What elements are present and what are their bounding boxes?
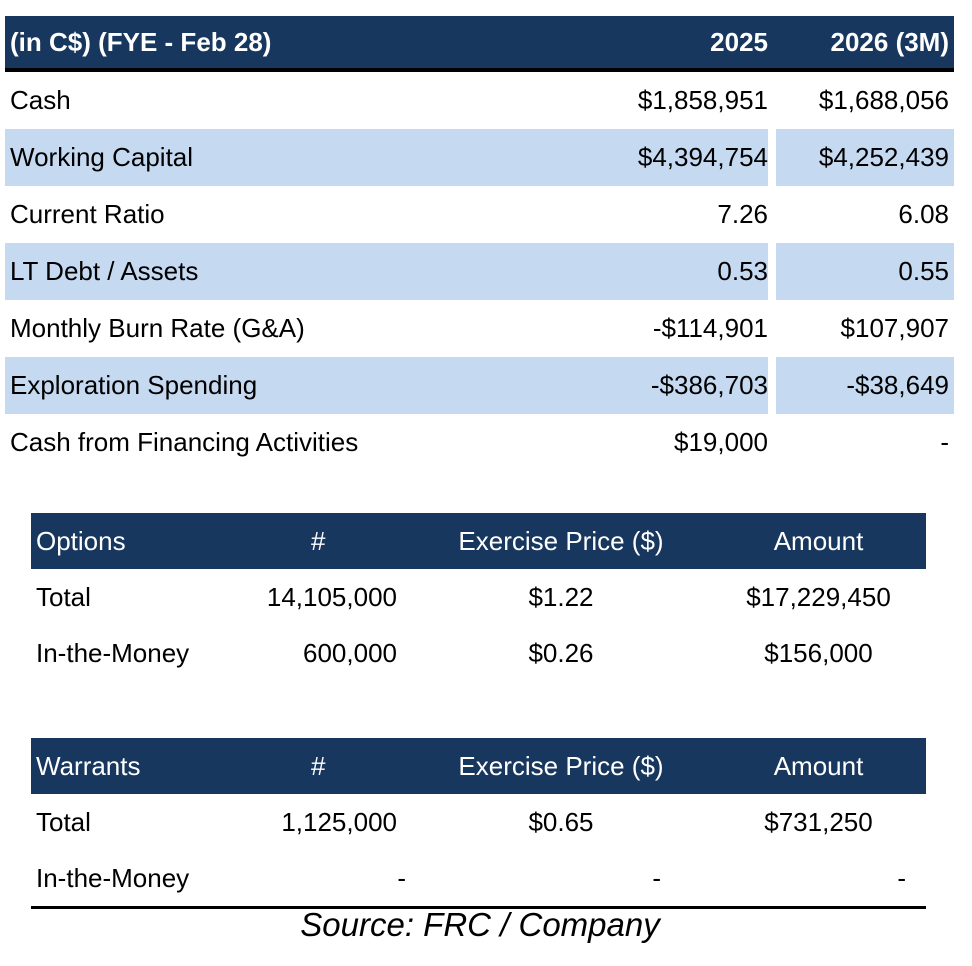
column-gap <box>768 129 776 186</box>
row-value-2025: $4,394,754 <box>637 142 768 172</box>
row-value-2026: $1,688,056 <box>818 85 949 115</box>
column-gap <box>768 357 776 414</box>
row-value-2026: 0.55 <box>898 256 949 286</box>
column-gap <box>768 243 776 300</box>
financial-row <box>5 357 954 414</box>
row-price: $1.22 <box>528 581 594 612</box>
options-header-count: # <box>311 525 326 556</box>
row-value-2025: -$386,703 <box>650 370 768 400</box>
header-label: (in C$) (FYE - Feb 28) <box>10 26 272 57</box>
row-count: 600,000 <box>303 637 397 668</box>
warrants-header-label: Warrants <box>36 750 141 781</box>
row-label: In-the-Money <box>36 637 190 668</box>
row-price: $0.65 <box>528 806 594 837</box>
financial-table-header <box>5 16 954 72</box>
warrants-row-total <box>31 794 926 850</box>
row-value-2025: $1,858,951 <box>637 85 768 115</box>
row-value-2026: 6.08 <box>898 199 949 229</box>
row-value-2025: -$114,901 <box>652 313 768 343</box>
options-row-total <box>31 569 926 625</box>
row-label: LT Debt / Assets <box>10 256 199 286</box>
row-value-2025: $19,000 <box>674 427 768 457</box>
financial-summary-table <box>5 16 954 471</box>
row-label: Cash from Financing Activities <box>10 427 359 457</box>
financial-row <box>5 243 954 300</box>
row-value-2026: - <box>940 427 949 457</box>
financial-row <box>5 186 954 243</box>
header-col-2025: 2025 <box>710 26 768 57</box>
row-value-2025: 7.26 <box>717 199 768 229</box>
warrants-table <box>31 738 926 906</box>
row-label: Exploration Spending <box>10 370 258 400</box>
options-header-amount: Amount <box>773 525 864 556</box>
row-value-2026: -$38,649 <box>846 370 949 400</box>
financial-row <box>5 300 954 357</box>
row-value-2025: 0.53 <box>717 256 768 286</box>
options-row-in-the-money <box>31 625 926 681</box>
row-count: - <box>397 862 406 893</box>
warrants-header-price: Exercise Price ($) <box>458 750 664 781</box>
row-value-2026: $107,907 <box>840 313 949 343</box>
financial-row <box>5 72 954 129</box>
row-price: - <box>652 862 661 893</box>
row-label: Total <box>36 806 91 837</box>
row-amount: $731,250 <box>764 806 873 837</box>
warrants-row-in-the-money <box>31 850 926 906</box>
row-label: Total <box>36 581 91 612</box>
row-amount: $156,000 <box>764 637 873 668</box>
options-table-header <box>31 513 926 569</box>
row-value-2026: $4,252,439 <box>818 142 949 172</box>
row-price: $0.26 <box>528 637 594 668</box>
row-amount: $17,229,450 <box>746 581 891 612</box>
row-count: 14,105,000 <box>266 581 397 612</box>
options-header-price: Exercise Price ($) <box>458 525 664 556</box>
financial-row <box>5 129 954 186</box>
warrants-table-header <box>31 738 926 794</box>
row-count: 1,125,000 <box>281 806 397 837</box>
row-label: Working Capital <box>10 142 194 172</box>
row-label: Cash <box>10 85 71 115</box>
warrants-header-amount: Amount <box>773 750 864 781</box>
row-label: In-the-Money <box>36 862 190 893</box>
financial-row <box>5 414 954 471</box>
options-table <box>31 513 926 681</box>
row-label: Monthly Burn Rate (G&A) <box>10 313 305 343</box>
options-header-label: Options <box>36 525 126 556</box>
source-note: Source: FRC / Company <box>300 906 660 943</box>
row-amount: - <box>897 862 906 893</box>
header-col-2026: 2026 (3M) <box>830 26 949 57</box>
row-label: Current Ratio <box>10 199 165 229</box>
warrants-header-count: # <box>311 750 326 781</box>
